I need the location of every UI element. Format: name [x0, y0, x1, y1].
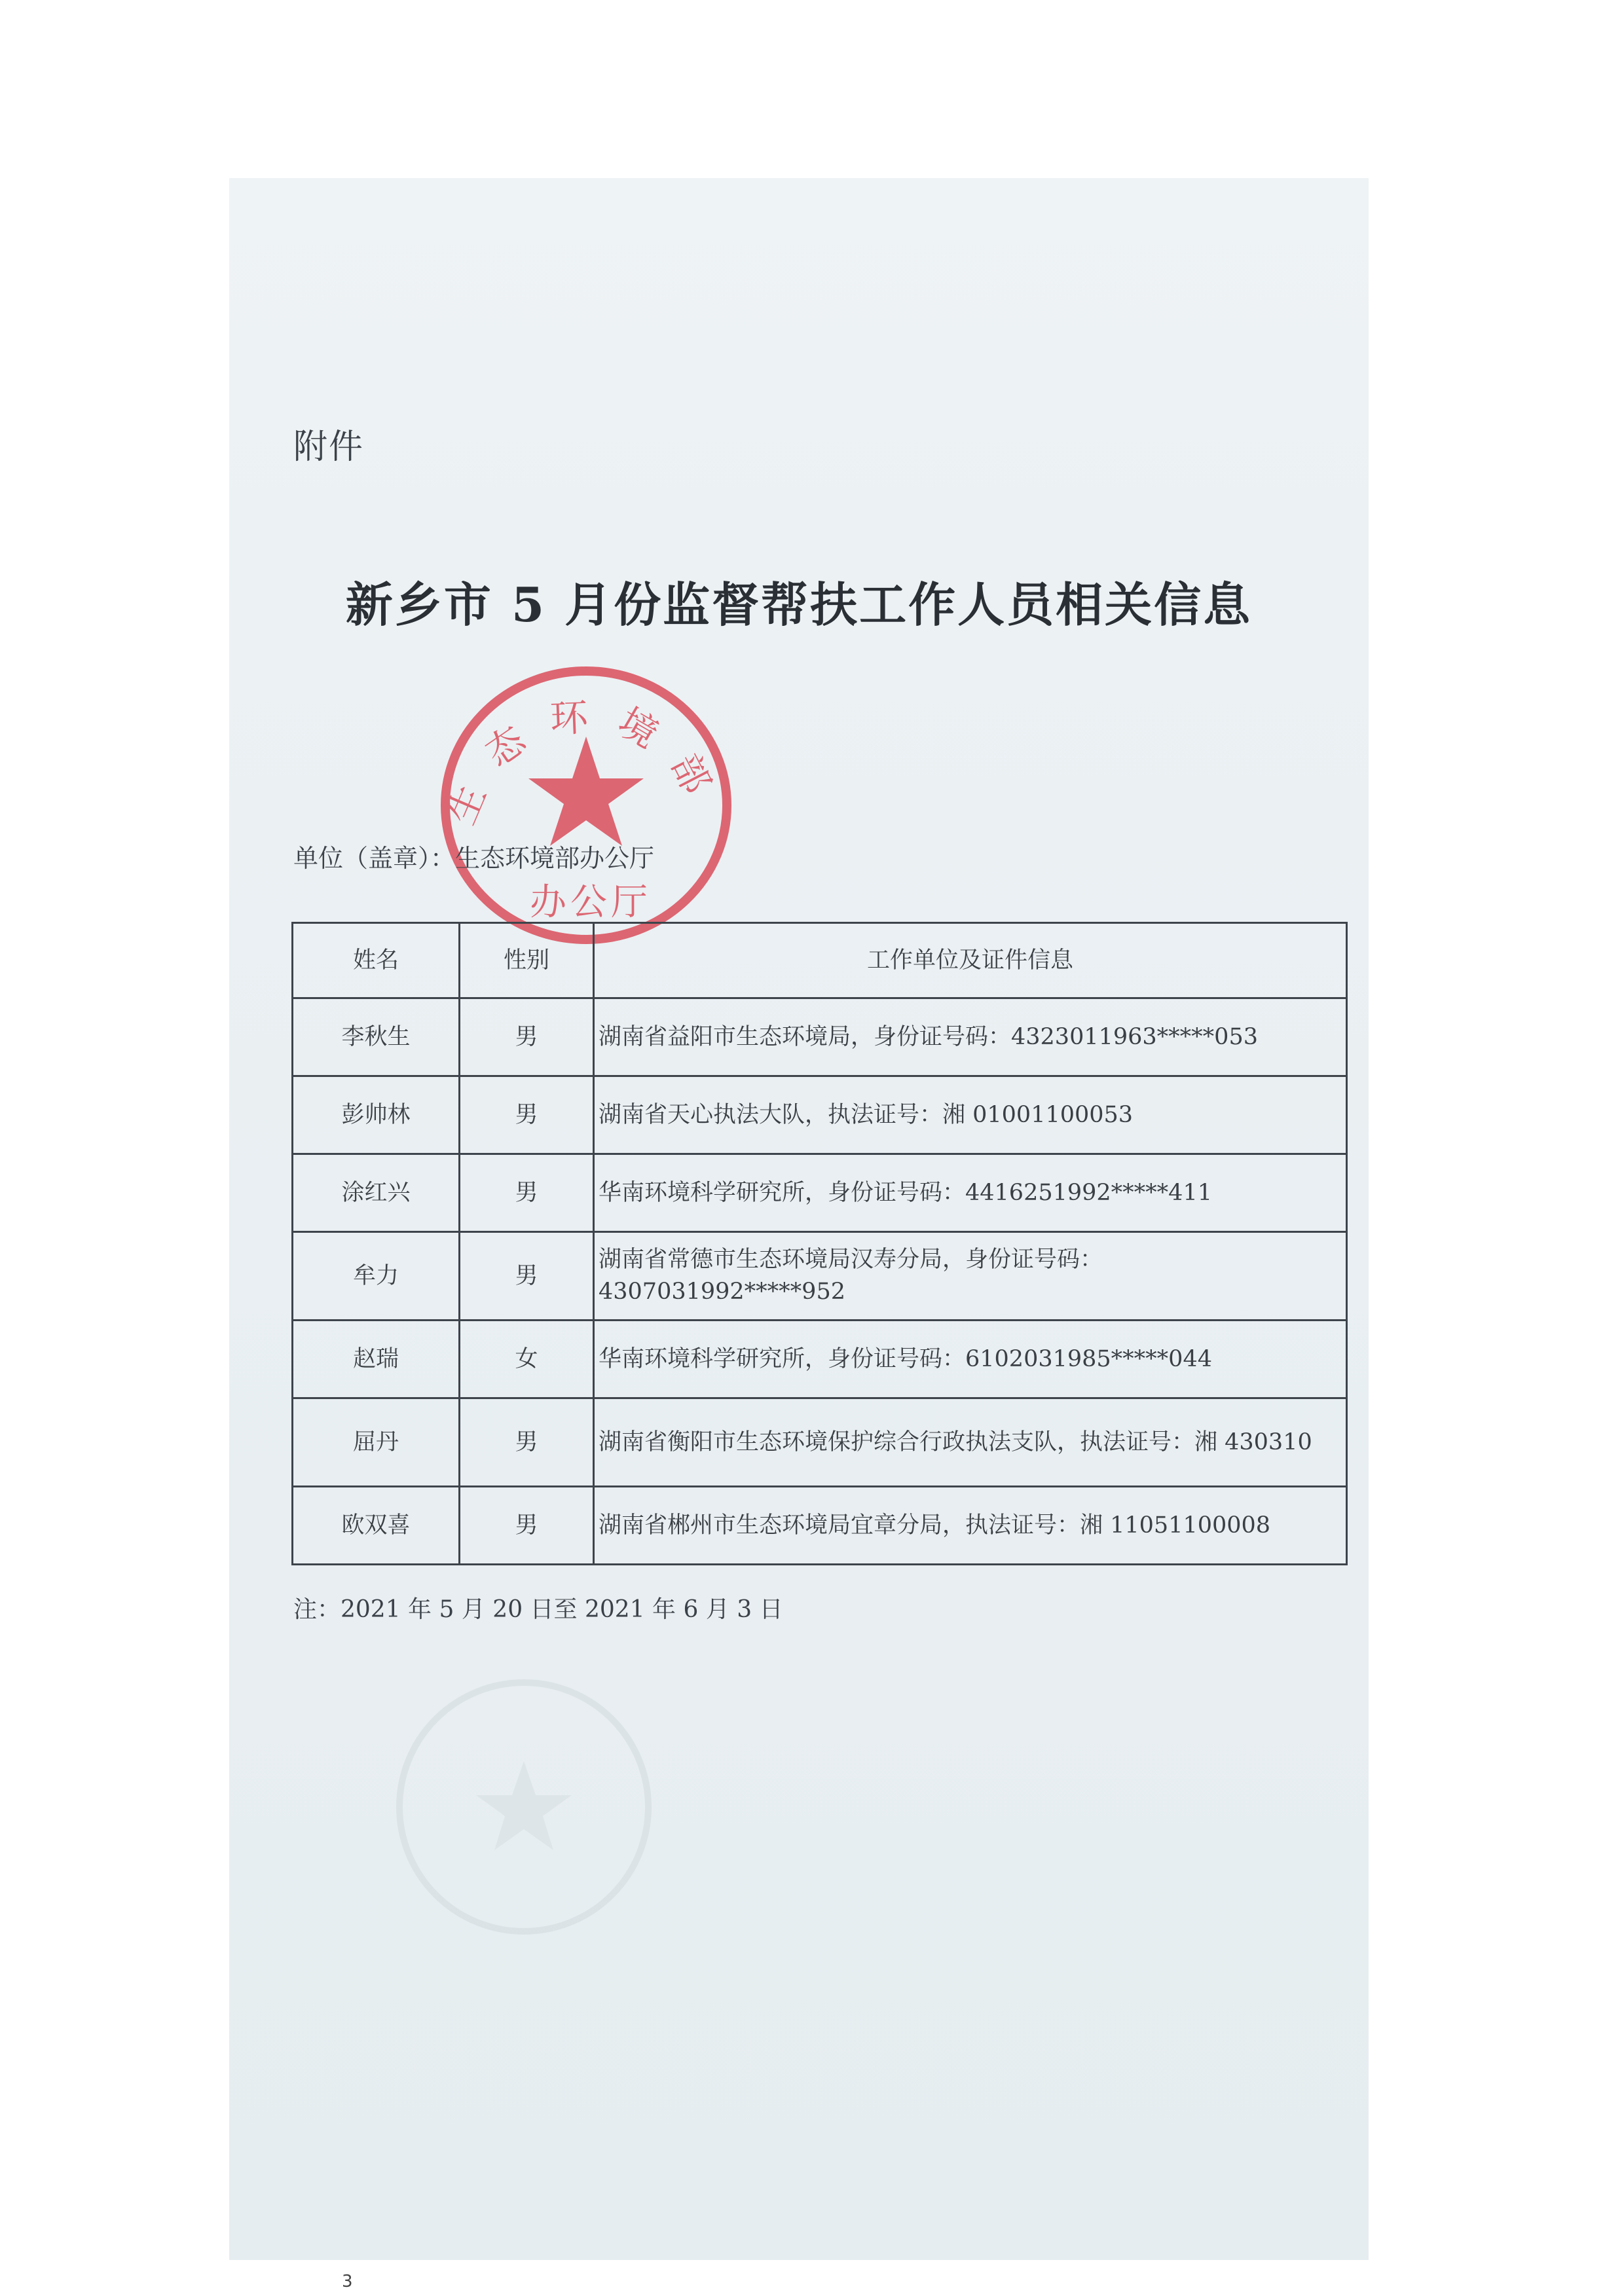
cell-name: 彭帅林: [293, 1076, 460, 1154]
header-info: 工作单位及证件信息: [594, 923, 1347, 998]
seal-star-icon: [528, 737, 644, 846]
table-row: [293, 1398, 1347, 1487]
cell-gender: 女: [460, 1321, 594, 1398]
cell-info: 湖南省常德市生态环境局汉寿分局，身份证号码：4307031992*****952: [594, 1232, 1347, 1321]
header-gender: 性别: [460, 923, 594, 998]
table-row: [293, 1487, 1347, 1565]
cell-gender: 男: [460, 998, 594, 1076]
cell-gender: 男: [460, 1398, 594, 1487]
cell-name: 屈丹: [293, 1398, 460, 1487]
cell-gender: 男: [460, 1487, 594, 1565]
table-row: [293, 1232, 1347, 1321]
faint-star-icon: [476, 1761, 572, 1850]
cell-info: 湖南省天心执法大队，执法证号：湘 01001100053: [594, 1076, 1347, 1154]
table-row: [293, 1154, 1347, 1232]
cell-gender: 男: [460, 1232, 594, 1321]
cell-name: 涂红兴: [293, 1154, 460, 1232]
cell-name: 李秋生: [293, 998, 460, 1076]
table-row: [293, 1321, 1347, 1398]
table-row: [293, 998, 1347, 1076]
cell-info: 湖南省衡阳市生态环境保护综合行政执法支队，执法证号：湘 430310: [594, 1398, 1347, 1487]
official-seal: [419, 651, 747, 953]
seal-arc-text: 生态环境部: [439, 694, 731, 831]
faint-seal-impression: [380, 1663, 668, 1951]
document-title: 新乡市 5 月份监督帮扶工作人员相关信息: [345, 577, 1253, 632]
attachment-label: 附件: [293, 428, 365, 467]
cell-name: 欧双喜: [293, 1487, 460, 1565]
table-row: [293, 1076, 1347, 1154]
header-name: 姓名: [293, 923, 460, 998]
cell-gender: 男: [460, 1154, 594, 1232]
cell-gender: 男: [460, 1076, 594, 1154]
cell-info: 华南环境科学研究所，身份证号码：6102031985*****044: [594, 1321, 1347, 1398]
table-header-row: [293, 923, 1347, 998]
seal-bottom-text: 办公厅: [530, 881, 652, 924]
cell-name: 赵瑞: [293, 1321, 460, 1398]
staff-table: [291, 922, 1348, 1565]
cell-info: 华南环境科学研究所，身份证号码：4416251992*****411: [594, 1154, 1347, 1232]
date-note: 注：2021 年 5 月 20 日至 2021 年 6 月 3 日: [293, 1596, 783, 1623]
cell-info: 湖南省郴州市生态环境局宜章分局，执法证号：湘 11051100008: [594, 1487, 1347, 1565]
cell-info: 湖南省益阳市生态环境局，身份证号码：4323011963*****053: [594, 998, 1347, 1076]
unit-line: 单位（盖章）：生态环境部办公厅: [293, 844, 655, 873]
page-number: 3: [342, 2272, 353, 2291]
cell-name: 牟力: [293, 1232, 460, 1321]
